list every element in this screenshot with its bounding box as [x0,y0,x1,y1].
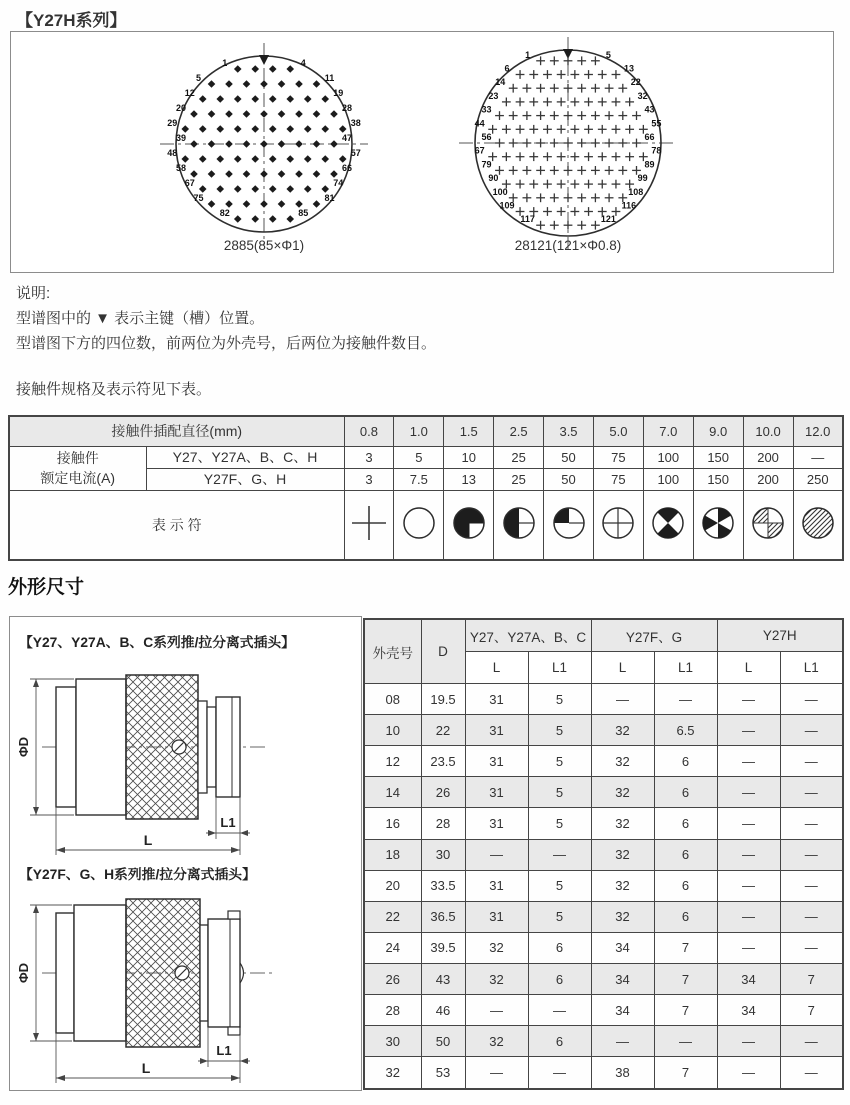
dim-value: 34 [717,963,780,994]
dim-value: 6 [654,901,717,932]
dim-shell-number: 08 [364,684,421,715]
svg-text:29: 29 [167,118,178,128]
dim-label-l1-2: L1 [216,1043,232,1058]
svg-text:23: 23 [488,90,499,101]
page-title: 【Y27H系列】 [16,11,127,30]
dim-value: — [717,901,780,932]
svg-text:85: 85 [298,208,309,218]
dim-subheader: L [717,652,780,684]
dim-value: — [780,839,843,870]
svg-text:33: 33 [481,104,492,115]
dim-shell-number: 14 [364,777,421,808]
dim-value: — [717,839,780,870]
svg-text:100: 100 [492,186,508,197]
dim-subheader: L [591,652,654,684]
svg-text:57: 57 [350,148,361,158]
svg-text:58: 58 [175,163,187,173]
dim-value: 34 [591,932,654,963]
circle-hatched-cell [793,490,843,560]
dim-value: 32 [591,808,654,839]
spec-current-value: 13 [444,468,494,490]
svg-text:55: 55 [651,118,662,129]
dim-value: 38 [591,1057,654,1089]
svg-text:89: 89 [644,159,655,170]
dim-value: 7 [780,963,843,994]
spec-current-value: 5 [394,446,444,468]
svg-text:20: 20 [175,103,187,113]
dim-value: — [780,901,843,932]
spec-current-value: 200 [743,446,793,468]
spec-diameter-value: 10.0 [743,416,793,446]
dim-value: 7 [654,932,717,963]
circle-six-sector-icon [696,501,740,545]
dim-value: — [780,684,843,715]
dim-value: — [780,746,843,777]
dim-value: — [717,870,780,901]
spec-current-value: 200 [743,468,793,490]
dim-table-row [364,777,843,808]
dim-table-row [364,995,843,1026]
dim-shell-number: 30 [364,1026,421,1057]
spec-current-row-1 [9,446,843,468]
dim-value: 6 [654,870,717,901]
dim-value: — [465,839,528,870]
dim-value: 31 [465,715,528,746]
drawing-y27fgh-plug [16,885,354,1085]
dim-group-y27h: Y27H [717,619,843,652]
dim-value: — [591,1026,654,1057]
svg-text:5: 5 [605,49,611,60]
dim-table-row [364,1026,843,1057]
dim-value: 32 [591,901,654,932]
dim-value: — [717,777,780,808]
spec-current-label-line1: 接触件 [56,450,99,466]
dim-label-phid-1: ΦD [16,736,31,758]
dim-shell-number: 12 [364,746,421,777]
svg-text:90: 90 [488,173,499,184]
circle-half-filled-icon [497,501,541,545]
dim-value: — [717,684,780,715]
svg-text:44: 44 [474,118,485,129]
svg-text:121: 121 [600,214,616,225]
dim-value: 30 [421,839,465,870]
dim-table-row [364,746,843,777]
spec-current-value: 50 [544,468,594,490]
dim-shell-number: 16 [364,808,421,839]
svg-text:22: 22 [630,77,641,88]
circle-hatched-quadrants-icon [746,501,790,545]
dim-value: 31 [465,746,528,777]
spec-header-row [9,416,843,446]
dim-table-row [364,715,843,746]
connector-face-panel [10,31,834,273]
dim-value: 7 [780,995,843,1026]
spec-diameter-value: 1.5 [444,416,494,446]
dim-value: — [780,777,843,808]
note-line-2: 型谱图下方的四位数，前两位为外壳号，后两位为接触件数目。 [16,335,437,352]
dim-value: 6 [654,777,717,808]
svg-text:47: 47 [341,133,353,143]
dim-value: 32 [465,963,528,994]
circle-three-quarter-filled-cell [444,490,494,560]
circle-cross-icon [596,501,640,545]
circle-hatched-quadrants-cell [743,490,793,560]
dim-group-y27fg: Y27F、G [591,619,717,652]
dim-value: 43 [421,963,465,994]
dim-shell-number: 20 [364,870,421,901]
dim-value: — [780,932,843,963]
svg-text:28: 28 [341,103,353,113]
spec-symbol-label: 表 示 符 [9,490,344,560]
spec-current-value: 3 [344,446,394,468]
dim-value: 5 [528,870,591,901]
dim-value: 5 [528,715,591,746]
dim-value: 6 [528,932,591,963]
dim-value: — [465,1057,528,1089]
svg-text:67: 67 [184,178,195,188]
dim-col-d: D [421,619,465,684]
svg-text:32: 32 [637,90,648,101]
dim-value: 5 [528,777,591,808]
spec-current-value: 7.5 [394,468,444,490]
svg-text:109: 109 [499,200,515,211]
connector-face-diagrams [11,32,831,270]
dim-value: 32 [465,1026,528,1057]
dim-shell-number: 22 [364,901,421,932]
dim-label-l-1: L [143,832,153,848]
dim-col-shell: 外壳号 [364,619,421,684]
svg-text:66: 66 [644,132,655,142]
dim-subheader: L [465,652,528,684]
spec-symbol-row [9,490,843,560]
dim-value: — [780,1057,843,1089]
dim-value: — [717,1057,780,1089]
drawing-y27abc-plug [16,655,354,857]
svg-text:19: 19 [333,88,344,98]
dim-value: 5 [528,746,591,777]
spec-current-value: 250 [793,468,843,490]
circle-icon [397,501,441,545]
dim-value: — [717,1026,780,1057]
spec-current-value: 100 [643,468,693,490]
svg-text:81: 81 [324,193,335,203]
dim-value: 32 [591,777,654,808]
dim-table-row [364,901,843,932]
plus-icon [347,501,391,545]
dim-value: 46 [421,995,465,1026]
circle-quarter-filled-cell [544,490,594,560]
drawing-panel [9,616,362,1091]
spec-diameter-header: 接触件插配直径(mm) [9,416,344,446]
spec-current-value: 100 [643,446,693,468]
dim-subheader: L1 [780,652,843,684]
dim-value: — [528,1057,591,1089]
dim-value: 31 [465,777,528,808]
dim-group-y27abc: Y27、Y27A、B、C [465,619,591,652]
spec-current-value: — [793,446,843,468]
svg-text:14: 14 [495,77,506,88]
notes-block [16,281,436,356]
drawing-title-1: 【Y27、Y27A、B、C系列推/拉分离式插头】 [19,635,295,650]
svg-text:99: 99 [637,173,648,184]
notes-title: 说明: [16,285,51,302]
svg-text:5: 5 [195,73,202,83]
dim-table-row [364,808,843,839]
dim-shell-number: 32 [364,1057,421,1089]
contact-spec-table [8,415,844,561]
circle-three-quarter-filled-icon [447,501,491,545]
dim-value: — [780,1026,843,1057]
spec-series-label-2: Y27F、G、H [146,468,344,490]
svg-text:74: 74 [333,178,344,188]
svg-text:67: 67 [474,145,485,156]
dim-value: — [528,995,591,1026]
circle-half-filled-cell [494,490,544,560]
dim-value: 5 [528,684,591,715]
svg-text:1: 1 [525,49,531,60]
connector-caption-2885: 2885(85×Φ1) [223,238,305,253]
circle-quarter-filled-icon [547,501,591,545]
note-line-1: 型谱图中的 ▼ 表示主键（槽）位置。 [16,310,265,327]
dim-value: 28 [421,808,465,839]
bayonet-tab-bottom [228,1027,240,1035]
dim-value: 7 [654,1057,717,1089]
dim-value: 36.5 [421,901,465,932]
drawing-title-2: 【Y27F、G、H系列推/拉分离式插头】 [19,867,256,882]
dim-value: — [780,870,843,901]
svg-text:66: 66 [341,163,353,173]
svg-text:78: 78 [651,145,662,156]
dim-value: 6 [528,963,591,994]
circle-six-sector-cell [693,490,743,560]
circle-bowtie-cell [643,490,693,560]
dim-value: 26 [421,777,465,808]
spec-current-value: 25 [494,468,544,490]
dim-value: 5 [528,901,591,932]
dim-value: 34 [591,995,654,1026]
svg-text:116: 116 [621,200,637,211]
circle-cell [394,490,444,560]
spec-diameter-value: 9.0 [693,416,743,446]
dim-shell-number: 24 [364,932,421,963]
dim-value: 31 [465,870,528,901]
dim-table-row [364,963,843,994]
circle-hatched-icon [796,501,840,545]
dim-value: 34 [591,963,654,994]
dim-value: 31 [465,808,528,839]
connector-caption-28121: 28121(121×Φ0.8) [514,238,622,253]
dim-value: 5 [528,808,591,839]
spec-diameter-value: 5.0 [593,416,643,446]
dim-value: 6 [654,746,717,777]
dim-table-row [364,932,843,963]
spec-diameter-value: 7.0 [643,416,693,446]
dim-subheader: L1 [654,652,717,684]
dim-value: 32 [465,932,528,963]
svg-text:56: 56 [481,132,492,142]
dim-shell-number: 10 [364,715,421,746]
svg-text:43: 43 [644,104,655,115]
dim-value: — [780,715,843,746]
dim-value: 34 [717,995,780,1026]
dim-group-header-row [364,619,843,652]
dim-value: — [654,684,717,715]
spec-diameter-value: 0.8 [344,416,394,446]
dim-value: 31 [465,684,528,715]
dim-value: — [591,684,654,715]
dim-value: — [717,932,780,963]
spec-current-value: 3 [344,468,394,490]
dim-table-row [364,684,843,715]
dim-shell-number: 26 [364,963,421,994]
dim-value: 32 [591,870,654,901]
spec-diameter-value: 2.5 [494,416,544,446]
dim-value: 22 [421,715,465,746]
spec-current-value: 75 [593,468,643,490]
spec-current-label [9,446,146,490]
svg-text:1: 1 [222,58,228,68]
dim-label-l-2: L [141,1060,151,1076]
section-title-dimensions: 外形尺寸 [8,577,85,598]
spec-intro-line: 接触件规格及表示符见下表。 [16,381,212,398]
dim-value: — [780,808,843,839]
dim-value: — [717,746,780,777]
circle-cross-cell [593,490,643,560]
dim-value: 7 [654,995,717,1026]
dim-value: 23.5 [421,746,465,777]
svg-text:39: 39 [175,133,187,143]
svg-text:11: 11 [324,73,335,83]
spec-current-label-line2: 额定电流(A) [40,470,116,486]
dim-value: 6 [654,808,717,839]
dim-label-phid-2: ΦD [16,962,31,984]
dim-value: 32 [591,839,654,870]
dim-table-row [364,870,843,901]
dim-value: — [528,839,591,870]
spec-current-value: 50 [544,446,594,468]
dim-shell-number: 28 [364,995,421,1026]
dim-shell-number: 18 [364,839,421,870]
dim-value: 33.5 [421,870,465,901]
dim-value: 32 [591,746,654,777]
svg-text:6: 6 [504,63,510,74]
spec-current-value: 25 [494,446,544,468]
dim-table-row [364,839,843,870]
svg-text:75: 75 [193,193,204,203]
circle-bowtie-icon [646,501,690,545]
dim-value: 50 [421,1026,465,1057]
dim-value: 7 [654,963,717,994]
spec-current-value: 150 [693,446,743,468]
spec-current-value: 150 [693,468,743,490]
plus-cell [344,490,394,560]
dim-value: — [654,1026,717,1057]
spec-diameter-value: 12.0 [793,416,843,446]
svg-text:82: 82 [219,208,230,218]
dim-label-l1-1: L1 [220,815,236,830]
dim-value: 6 [654,839,717,870]
dim-value: 32 [591,715,654,746]
dim-subheader: L1 [528,652,591,684]
knurled-grip [126,675,198,819]
svg-text:12: 12 [184,88,195,98]
svg-text:48: 48 [167,148,178,158]
dim-value: — [717,808,780,839]
spec-current-value: 75 [593,446,643,468]
dim-table-row [364,1057,843,1089]
dim-value: 6.5 [654,715,717,746]
dim-value: — [465,995,528,1026]
spec-diameter-value: 3.5 [544,416,594,446]
svg-text:38: 38 [350,118,361,128]
svg-text:117: 117 [520,214,535,225]
dim-value: 53 [421,1057,465,1089]
bayonet-tab-top [228,911,240,919]
svg-text:108: 108 [628,186,644,197]
spec-current-value: 10 [444,446,494,468]
dim-value: 6 [528,1026,591,1057]
dim-value: 19.5 [421,684,465,715]
svg-text:4: 4 [300,58,306,68]
dim-value: — [717,715,780,746]
dimension-table [363,618,844,1090]
spec-diameter-value: 1.0 [394,416,444,446]
svg-text:13: 13 [623,63,634,74]
spec-series-label-1: Y27、Y27A、B、C、H [146,446,344,468]
dim-value: 39.5 [421,932,465,963]
svg-text:79: 79 [481,159,492,170]
dim-value: 31 [465,901,528,932]
